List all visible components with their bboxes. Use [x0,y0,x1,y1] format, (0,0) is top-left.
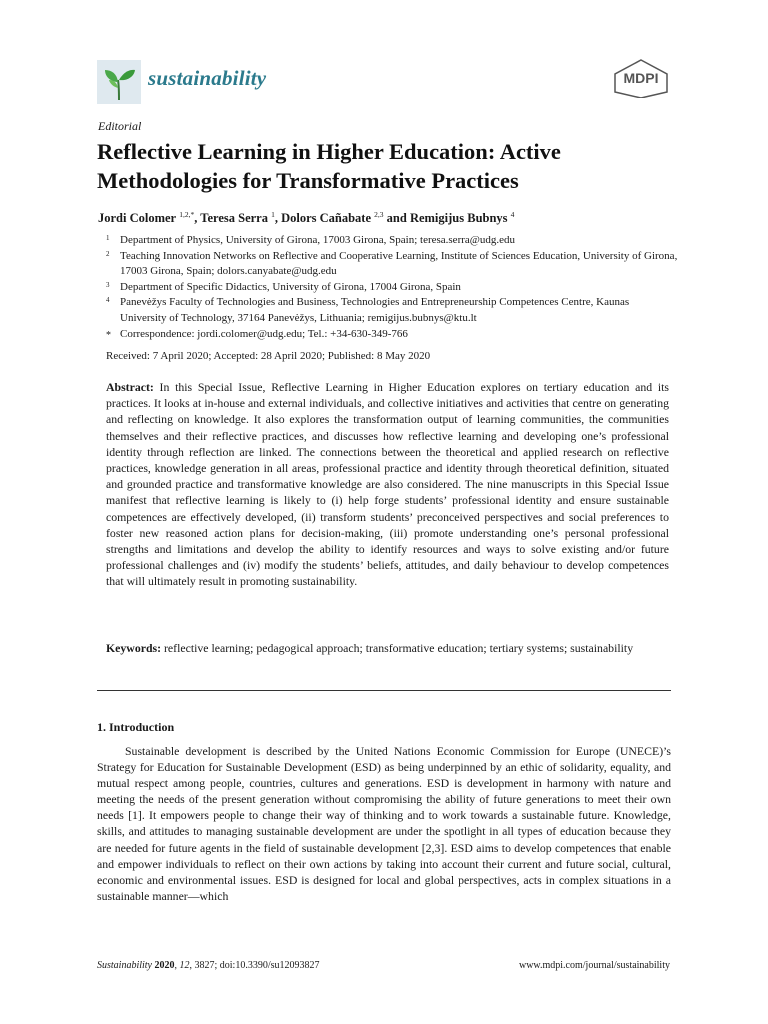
author-separator: , [194,211,201,226]
affiliation-item [98,295,678,326]
author-separator: , [274,211,282,226]
affiliation-list [98,233,678,342]
citation-footer: Sustainability 2020, 12, 3827; doi:10.3390/su12093827 [97,960,320,971]
article-title: Reflective Learning in Higher Education: Active Methodologies for Transformative Practices [97,139,561,193]
abstract-text: In this Special Issue, Reflective Learning in Higher Education explores on tertiary education and its practices. It looks at in-house and external individuals, and collective initiatives and activities that centre on generating and reflecting on knowledge. It also explores the transformation output of learning communities, the communities themselves and their reflective practices, and discusses how reflective learning and developing one’s professional identity through reflection are linked. The connections between the theoretical and applied research on reflective practices, knowledge generation in all areas, professional practice and identity through theoretical definition, situated and grounded practice and transformative knowledge are also considered. The nine manuscripts in this Special Issue manifest that reflective learning is likely to (i) help forge students’ professional identity and ensure sustainable competences are effectively developed, (ii) transform students’ preconceived perspectives and social preferences to foster new reasoned action plans for decision-making, (iii) promote understanding one’s personal professional strengths and limitations and develop the ability to identify resources and ways to solve existing and/or future professional challenges and (iv) modify the students’ beliefs, attitudes, and daily behaviour to develop competences that will ultimately result in promoting sustainability. [106,380,669,589]
author-name: Remigijus Bubnys [409,211,508,226]
sprout-icon [97,60,141,104]
affiliation-text: Department of Specific Didactics, University of Girona, 17004 Girona, Spain [120,280,461,293]
footer-year: 2020 [154,960,175,971]
author-name: Teresa Serra [200,211,268,226]
author-affil-marks: 4 [510,210,515,219]
affiliation-item [98,233,678,249]
publisher-name: MDPI [623,70,659,86]
author-affil-marks: 1 [271,210,275,219]
mdpi-logo [612,58,670,98]
keywords-text: reflective learning; pedagogical approach; transformative education; tertiary systems; sustainability [164,641,634,655]
correspondence-text: Correspondence: jordi.colomer@udg.edu; Tel.: +34-630-349-766 [120,327,408,340]
affiliation-mark: * [106,329,111,341]
article-type: Editorial [98,119,142,133]
journal-url[interactable]: www.mdpi.com/journal/sustainability [518,960,670,971]
keywords-label: Keywords: [106,641,162,655]
author-name: Jordi Colomer [98,211,177,226]
footer-citation: , 3827; doi:10.3390/su12093827 [189,960,320,971]
correspondence-item [98,327,678,343]
author-affil-marks: 1,2,* [179,210,195,219]
section-heading: 1. Introduction [97,720,175,734]
author-name: Dolors Cañabate [281,211,372,226]
section-divider [97,690,671,691]
affiliation-text: Panevėžys Faculty of Technologies and Business, Technologies and Entrepreneurship Competences Centre, Kaunas University of Technology, 37164 Panevėžys, Lithuania; remigijus.bubnys@ktu.lt [120,296,630,324]
keywords [106,640,669,656]
affiliation-mark: 3 [106,280,110,289]
intro-paragraph: Sustainable development is described by the United Nations Economic Commission for Europe (UNECE)’s Strategy for Education for Sustainable Development (ESD) as being underpinned by an ethic of solidarity, equality, and mutual respect among people, countries, cultures and generations. ESD is development in harmony with nature and meeting the needs of the present generation without compromising the ability of future generations to meet their own needs [1]. It empowers people to change their way of thinking and to work towards a sustainable future. Knowledge, skills, and attitudes to managing sustainable development are under the spotlight in all types of education because they are needed for future agents in the field of sustainable development [2,3]. ESD aims to develop competences that enable and empower individuals to reflect on their own actions by taking into account their current and future social, cultural, economic and environmental issues. ESD is designed for local and global perspectives, acts in complex situations in a sustainable manner—which [97,744,671,903]
author-list [98,210,514,226]
footer-journal: Sustainability [97,960,152,971]
publication-dates: Received: 7 April 2020; Accepted: 28 April 2020; Published: 8 May 2020 [106,350,431,362]
footer-volume: 12 [179,960,190,971]
affiliation-mark: 2 [106,249,110,258]
affiliation-mark: 1 [106,234,110,242]
abstract-label: Abstract: [106,380,154,394]
affiliation-text: Department of Physics, University of Girona, 17003 Girona, Spain; teresa.serra@udg.edu [120,234,516,246]
affiliation-mark: 4 [106,296,110,305]
journal-name: sustainability [148,66,267,90]
author-affil-marks: 2,3 [374,210,384,219]
affiliation-item [98,249,678,280]
author-separator: and [383,211,410,226]
abstract [106,379,669,590]
affiliation-text: Teaching Innovation Networks on Reflective and Cooperative Learning, Institute of Sciences Education, University of Girona, 17003 Girona, Spain; dolors.canyabate@udg.edu [120,249,678,278]
affiliation-item [98,280,678,296]
